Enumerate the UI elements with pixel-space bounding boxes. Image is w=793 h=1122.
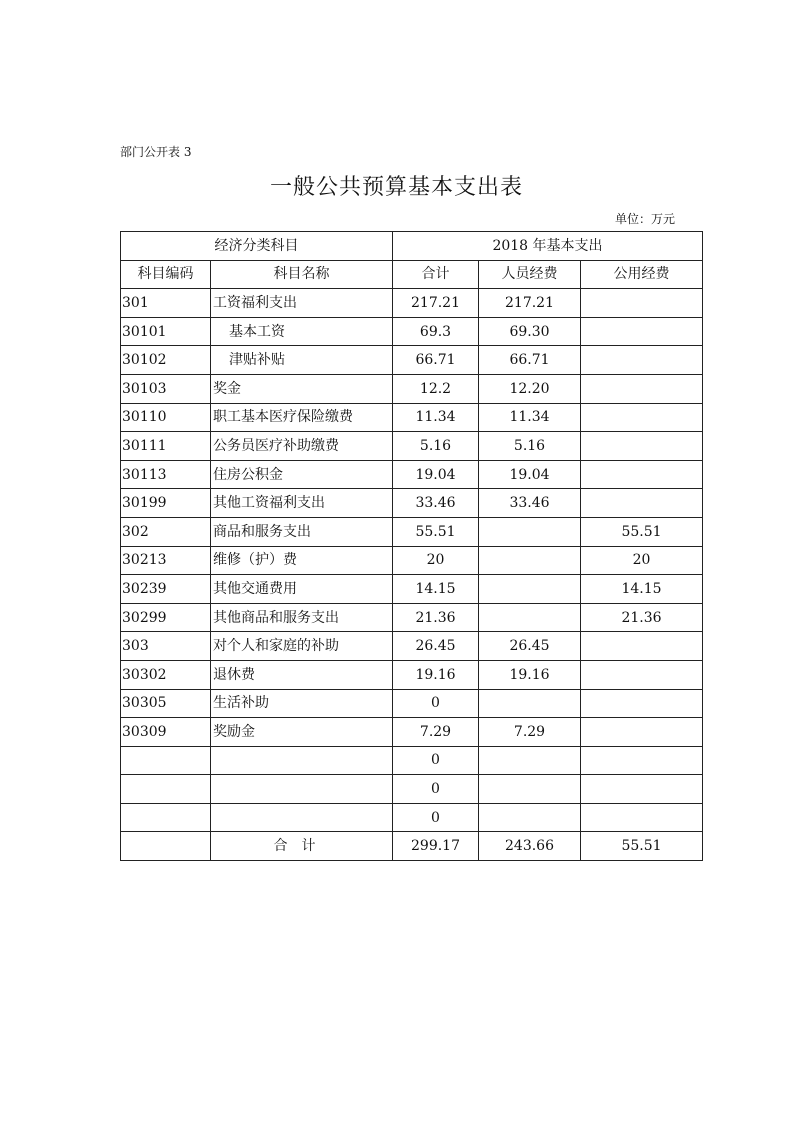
- cell-name: 其他商品和服务支出: [211, 603, 393, 632]
- cell-name: [211, 746, 393, 775]
- table-row: [121, 632, 703, 661]
- cell-name: 生活补助: [211, 689, 393, 718]
- cell-personnel: [479, 546, 581, 575]
- cell-public: [581, 374, 703, 403]
- table-row: [121, 432, 703, 461]
- cell-total: 0: [393, 689, 479, 718]
- cell-total: 66.71: [393, 346, 479, 375]
- cell-code: 30305: [121, 689, 211, 718]
- cell-total: 0: [393, 803, 479, 832]
- cell-personnel: 19.04: [479, 460, 581, 489]
- cell-code: 30299: [121, 603, 211, 632]
- cell-code: 30309: [121, 718, 211, 747]
- cell-public: 21.36: [581, 603, 703, 632]
- table-row: [121, 403, 703, 432]
- table-row: [121, 517, 703, 546]
- cell-personnel: 5.16: [479, 432, 581, 461]
- table-row: [121, 317, 703, 346]
- cell-public: [581, 489, 703, 518]
- total-row-label: 合计: [211, 832, 393, 861]
- cell-public: [581, 432, 703, 461]
- cell-total: 14.15: [393, 575, 479, 604]
- table-body: [121, 289, 703, 832]
- cell-total: 69.3: [393, 317, 479, 346]
- column-header-total: 合计: [393, 260, 479, 289]
- cell-public: [581, 289, 703, 318]
- cell-name: 奖金: [211, 374, 393, 403]
- total-row-code: [121, 832, 211, 861]
- column-header-public: 公用经费: [581, 260, 703, 289]
- cell-name: 维修（护）费: [211, 546, 393, 575]
- cell-total: 11.34: [393, 403, 479, 432]
- cell-code: 30103: [121, 374, 211, 403]
- form-number-label: 部门公开表 3: [120, 145, 192, 159]
- cell-name: 津贴补贴: [211, 346, 393, 375]
- total-row-total: 299.17: [393, 832, 479, 861]
- cell-name: 商品和服务支出: [211, 517, 393, 546]
- cell-name: 其他工资福利支出: [211, 489, 393, 518]
- cell-total: 7.29: [393, 718, 479, 747]
- cell-personnel: [479, 575, 581, 604]
- cell-name: 工资福利支出: [211, 289, 393, 318]
- cell-public: 14.15: [581, 575, 703, 604]
- cell-name: [211, 775, 393, 804]
- cell-code: 30101: [121, 317, 211, 346]
- cell-total: 5.16: [393, 432, 479, 461]
- cell-personnel: 26.45: [479, 632, 581, 661]
- cell-total: 21.36: [393, 603, 479, 632]
- cell-name: 其他交通费用: [211, 575, 393, 604]
- cell-personnel: 69.30: [479, 317, 581, 346]
- cell-code: 30110: [121, 403, 211, 432]
- table-row: [121, 460, 703, 489]
- cell-total: 33.46: [393, 489, 479, 518]
- cell-code: [121, 746, 211, 775]
- cell-code: 30102: [121, 346, 211, 375]
- cell-public: [581, 746, 703, 775]
- cell-code: 30302: [121, 660, 211, 689]
- table-row: [121, 718, 703, 747]
- header-columns-row: [121, 260, 703, 289]
- table-row: [121, 775, 703, 804]
- cell-public: [581, 803, 703, 832]
- cell-code: 30199: [121, 489, 211, 518]
- cell-public: [581, 403, 703, 432]
- cell-total: 217.21: [393, 289, 479, 318]
- table-row: [121, 374, 703, 403]
- cell-personnel: 19.16: [479, 660, 581, 689]
- cell-personnel: [479, 603, 581, 632]
- cell-personnel: [479, 517, 581, 546]
- cell-name: 基本工资: [211, 317, 393, 346]
- cell-name: 公务员医疗补助缴费: [211, 432, 393, 461]
- cell-total: 0: [393, 775, 479, 804]
- cell-personnel: 11.34: [479, 403, 581, 432]
- cell-personnel: [479, 775, 581, 804]
- cell-public: [581, 317, 703, 346]
- total-row-personnel: 243.66: [479, 832, 581, 861]
- cell-public: [581, 718, 703, 747]
- cell-name: 奖励金: [211, 718, 393, 747]
- budget-table: [120, 231, 703, 861]
- column-header-personnel: 人员经费: [479, 260, 581, 289]
- cell-personnel: 12.20: [479, 374, 581, 403]
- cell-total: 55.51: [393, 517, 479, 546]
- cell-code: [121, 803, 211, 832]
- table-row: [121, 689, 703, 718]
- table-row: [121, 603, 703, 632]
- cell-public: [581, 346, 703, 375]
- cell-name: 退休费: [211, 660, 393, 689]
- table-row: [121, 489, 703, 518]
- total-row: [121, 832, 703, 861]
- cell-total: 26.45: [393, 632, 479, 661]
- table-row: [121, 746, 703, 775]
- table-row: [121, 546, 703, 575]
- unit-label: 单位：万元: [614, 212, 675, 226]
- cell-code: 30213: [121, 546, 211, 575]
- cell-total: 0: [393, 746, 479, 775]
- table-row: [121, 803, 703, 832]
- table-row: [121, 575, 703, 604]
- table-row: [121, 660, 703, 689]
- total-row-public: 55.51: [581, 832, 703, 861]
- cell-public: [581, 460, 703, 489]
- cell-total: 12.2: [393, 374, 479, 403]
- cell-public: 55.51: [581, 517, 703, 546]
- cell-total: 19.04: [393, 460, 479, 489]
- table-row: [121, 346, 703, 375]
- cell-personnel: 217.21: [479, 289, 581, 318]
- header-economic-classification: 经济分类科目: [121, 232, 393, 261]
- cell-code: 30111: [121, 432, 211, 461]
- cell-personnel: 33.46: [479, 489, 581, 518]
- cell-public: [581, 660, 703, 689]
- cell-code: 30239: [121, 575, 211, 604]
- cell-name: 对个人和家庭的补助: [211, 632, 393, 661]
- cell-code: 30113: [121, 460, 211, 489]
- cell-name: [211, 803, 393, 832]
- cell-code: 303: [121, 632, 211, 661]
- cell-code: 301: [121, 289, 211, 318]
- cell-total: 19.16: [393, 660, 479, 689]
- cell-personnel: [479, 746, 581, 775]
- cell-code: 302: [121, 517, 211, 546]
- cell-personnel: 7.29: [479, 718, 581, 747]
- cell-personnel: [479, 803, 581, 832]
- cell-public: [581, 632, 703, 661]
- cell-personnel: [479, 689, 581, 718]
- header-2018-basic-expenditure: 2018 年基本支出: [393, 232, 703, 261]
- column-header-code: 科目编码: [121, 260, 211, 289]
- cell-public: [581, 775, 703, 804]
- cell-public: [581, 689, 703, 718]
- page-title: 一般公共预算基本支出表: [269, 175, 523, 200]
- cell-personnel: 66.71: [479, 346, 581, 375]
- column-header-name: 科目名称: [211, 260, 393, 289]
- cell-code: [121, 775, 211, 804]
- cell-public: 20: [581, 546, 703, 575]
- table-row: [121, 289, 703, 318]
- cell-total: 20: [393, 546, 479, 575]
- cell-name: 职工基本医疗保险缴费: [211, 403, 393, 432]
- cell-name: 住房公积金: [211, 460, 393, 489]
- header-group-row: [121, 232, 703, 261]
